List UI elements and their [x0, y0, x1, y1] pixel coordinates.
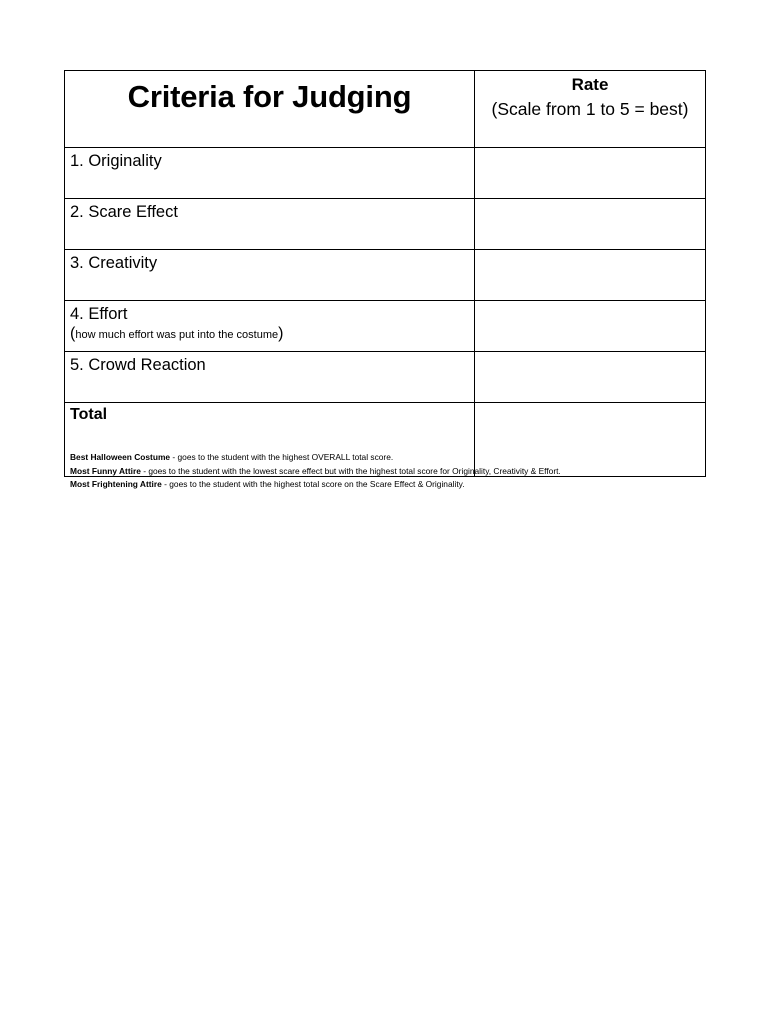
criteria-label: 5. Crowd Reaction — [65, 352, 475, 403]
criteria-row-creativity — [65, 250, 706, 301]
criteria-label: 1. Originality — [65, 148, 475, 199]
rate-cell-effort[interactable] — [475, 301, 706, 352]
criteria-row-effort — [65, 301, 706, 352]
award-description: - goes to the student with the highest total score on the Scare Effect & Originality. — [161, 479, 465, 489]
award-title: Most Funny Attire — [70, 465, 141, 476]
award-description: - goes to the student with the highest OVERALL total score. — [170, 452, 394, 462]
award-description: - goes to the student with the lowest scare effect but with the highest total score for Originality, Creativity & Effort. — [140, 465, 561, 476]
rate-title: Rate — [571, 75, 609, 94]
effort-note-text: how much effort was put into the costume — [75, 329, 279, 341]
criteria-label: 2. Scare Effect — [65, 199, 475, 250]
header-row — [65, 71, 706, 148]
award-title: Most Frightening Attire — [70, 479, 162, 489]
judging-table — [64, 70, 706, 477]
rate-header — [475, 71, 706, 148]
award-note — [70, 465, 710, 479]
award-note — [70, 478, 710, 492]
award-title: Best Halloween Costume — [70, 452, 171, 462]
award-notes — [70, 451, 710, 492]
rate-scale: (Scale from 1 to 5 = best) — [491, 99, 689, 119]
rate-cell-scare-effect[interactable] — [475, 199, 706, 250]
criteria-row-scare-effect — [65, 199, 706, 250]
criteria-note: (how much effort was put into the costume) — [70, 325, 284, 342]
criteria-label: 4. Effort — [70, 305, 128, 323]
rate-cell-crowd-reaction[interactable] — [475, 352, 706, 403]
award-note — [70, 451, 710, 465]
criteria-label: 3. Creativity — [65, 250, 475, 301]
rate-cell-originality[interactable] — [475, 148, 706, 199]
criteria-cell-effort — [65, 301, 475, 352]
rate-cell-creativity[interactable] — [475, 250, 706, 301]
criteria-row-originality — [65, 148, 706, 199]
criteria-row-crowd-reaction — [65, 352, 706, 403]
total-label: Total — [65, 403, 475, 477]
criteria-title: Criteria for Judging — [65, 71, 475, 148]
